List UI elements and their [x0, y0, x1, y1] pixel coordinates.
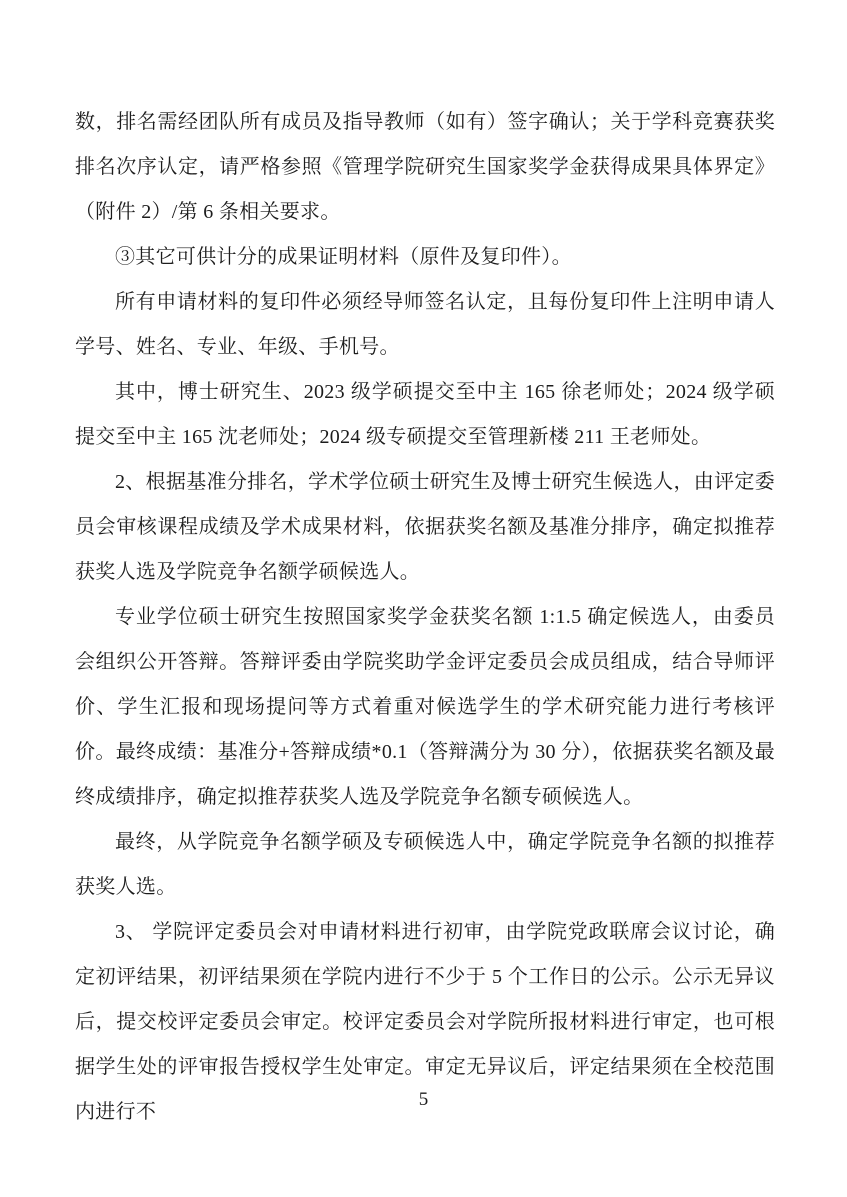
document-body	[75, 100, 775, 1135]
paragraph-3: 所有申请材料的复印件必须经导师签名认定，且每份复印件上注明申请人学号、姓名、专业、年级、手机号。	[75, 291, 775, 358]
paragraph-6: 专业学位硕士研究生按照国家奖学金获奖名额 1:1.5 确定候选人，由委员会组织公开答辩。答辩评委由学院奖助学金评定委员会成员组成，结合导师评价、学生汇报和现场提问等方式着重对候选学生的学术研究能力进行考核评价。最终成绩：基准分+答辩成绩*0.1（答辩满分为 30 分），依据获奖名额及最终成绩排序，确定拟推荐获奖人选及学院竞争名额专硕候选人。	[75, 606, 775, 808]
paragraph-4: 其中，博士研究生、2023 级学硕提交至中主 165 徐老师处；2024 级学硕提交至中主 165 沈老师处；2024 级专硕提交至管理新楼 211 王老师处。	[75, 381, 775, 448]
paragraph-2: ③其它可供计分的成果证明材料（原件及复印件）。	[115, 246, 572, 268]
paragraph-7: 最终，从学院竞争名额学硕及专硕候选人中，确定学院竞争名额的拟推荐获奖人选。	[75, 831, 775, 898]
paragraph-8: 3、 学院评定委员会对申请材料进行初审，由学院党政联席会议讨论，确定初评结果，初评结果须在学院内进行不少于 5 个工作日的公示。公示无异议后，提交校评定委员会审定。校评定委员会对学院所报材料进行审定，也可根据学生处的评审报告授权学生处审定。审定无异议后，评定结果须在全校范围内进行不	[75, 921, 775, 1123]
paragraph-1: 数，排名需经团队所有成员及指导教师（如有）签字确认；关于学科竞赛获奖排名次序认定，请严格参照《管理学院研究生国家奖学金获得成果具体界定》（附件 2）/第 6 条相关要求。	[75, 111, 775, 223]
page-number: 5	[418, 1089, 429, 1110]
paragraph-5: 2、根据基准分排名，学术学位硕士研究生及博士研究生候选人，由评定委员会审核课程成绩及学术成果材料，依据获奖名额及基准分排序，确定拟推荐获奖人选及学院竞争名额学硕候选人。	[75, 471, 775, 583]
